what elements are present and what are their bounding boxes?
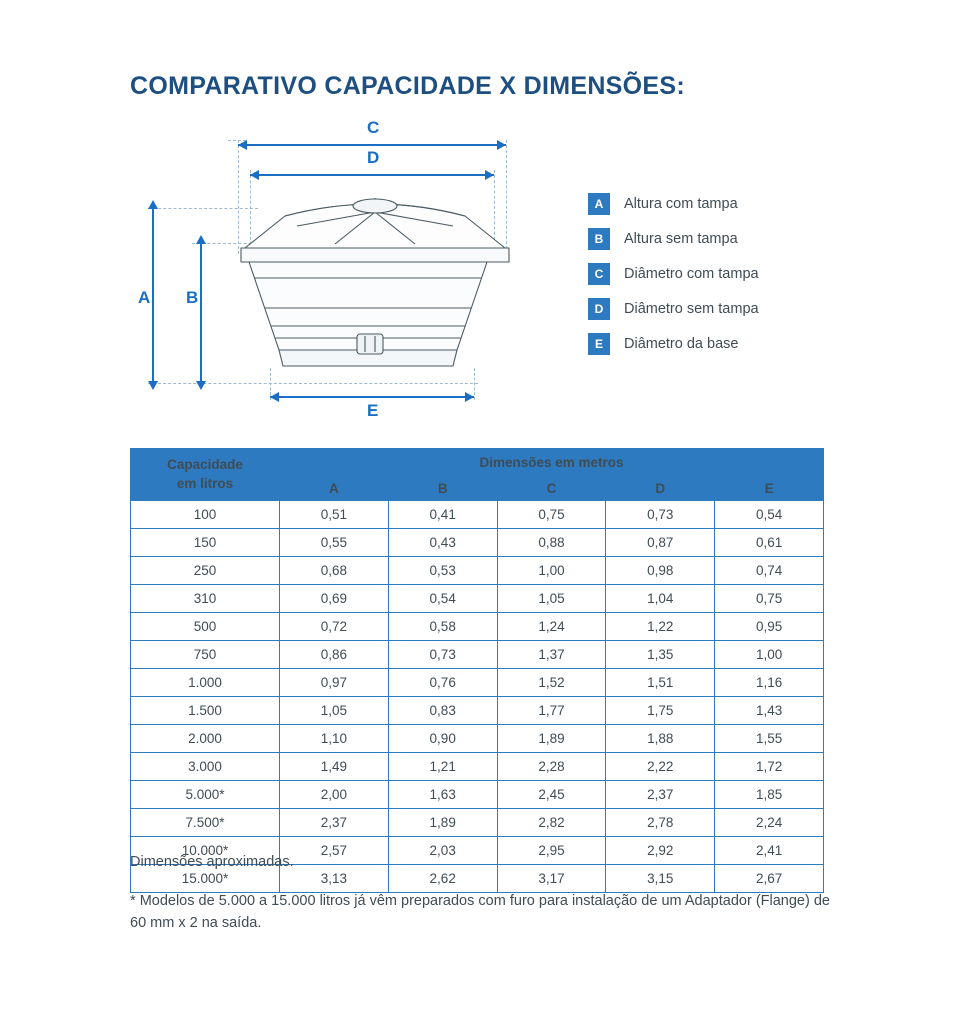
cell-a: 1,10 xyxy=(280,725,389,753)
dimension-line-d xyxy=(250,174,494,176)
cell-b: 0,58 xyxy=(388,613,497,641)
cell-capacity: 1.000 xyxy=(131,669,280,697)
cell-e: 0,95 xyxy=(715,613,824,641)
dimension-line-b xyxy=(200,243,202,384)
cell-c: 2,95 xyxy=(497,837,606,865)
cell-d: 1,04 xyxy=(606,585,715,613)
cell-a: 0,68 xyxy=(280,557,389,585)
cell-a: 3,13 xyxy=(280,865,389,893)
dimension-arrow-a-top xyxy=(148,200,158,209)
dimension-arrow-b-bottom xyxy=(196,381,206,390)
dimensions-table-wrapper xyxy=(130,448,824,893)
dimension-label-a: A xyxy=(138,288,151,307)
cell-a: 1,05 xyxy=(280,697,389,725)
page-title: COMPARATIVO CAPACIDADE X DIMENSÕES: xyxy=(130,72,685,100)
header-col-c: C xyxy=(497,477,606,501)
dimension-label-c: C xyxy=(367,118,380,137)
table-row xyxy=(131,781,824,809)
header-dimensions: Dimensões em metros xyxy=(280,449,824,477)
cell-e: 1,55 xyxy=(715,725,824,753)
cell-d: 2,92 xyxy=(606,837,715,865)
cell-d: 1,75 xyxy=(606,697,715,725)
dimension-arrow-d-right xyxy=(485,170,494,180)
cell-a: 0,51 xyxy=(280,501,389,529)
dimension-arrow-d-left xyxy=(250,170,259,180)
cell-a: 0,72 xyxy=(280,613,389,641)
table-row xyxy=(131,697,824,725)
legend-item xyxy=(588,221,888,256)
cell-e: 0,74 xyxy=(715,557,824,585)
dimension-arrow-c-left xyxy=(238,140,247,150)
cell-c: 2,45 xyxy=(497,781,606,809)
cell-capacity: 750 xyxy=(131,641,280,669)
cell-d: 2,22 xyxy=(606,753,715,781)
cell-a: 2,37 xyxy=(280,809,389,837)
dimension-label-d: D xyxy=(367,148,380,167)
cell-a: 0,86 xyxy=(280,641,389,669)
cell-e: 0,75 xyxy=(715,585,824,613)
cell-c: 1,37 xyxy=(497,641,606,669)
cell-capacity: 250 xyxy=(131,557,280,585)
cell-a: 2,00 xyxy=(280,781,389,809)
cell-b: 0,90 xyxy=(388,725,497,753)
cell-e: 1,00 xyxy=(715,641,824,669)
cell-capacity: 5.000* xyxy=(131,781,280,809)
cell-b: 1,89 xyxy=(388,809,497,837)
table-row xyxy=(131,501,824,529)
table-row xyxy=(131,641,824,669)
dimensions-table xyxy=(130,448,824,893)
cell-d: 1,88 xyxy=(606,725,715,753)
cell-c: 2,82 xyxy=(497,809,606,837)
legend-label-e: Diâmetro da base xyxy=(624,335,739,352)
cell-d: 1,51 xyxy=(606,669,715,697)
legend-badge-a: A xyxy=(588,193,610,215)
cell-e: 2,41 xyxy=(715,837,824,865)
legend xyxy=(588,186,888,361)
dimension-arrow-c-right xyxy=(497,140,506,150)
table-row xyxy=(131,613,824,641)
table-row xyxy=(131,725,824,753)
table-row xyxy=(131,669,824,697)
table-row xyxy=(131,585,824,613)
dimension-label-b: B xyxy=(186,288,199,307)
cell-b: 0,53 xyxy=(388,557,497,585)
legend-label-a: Altura com tampa xyxy=(624,195,738,212)
cell-c: 1,77 xyxy=(497,697,606,725)
cell-e: 1,16 xyxy=(715,669,824,697)
cell-e: 1,43 xyxy=(715,697,824,725)
cell-capacity: 3.000 xyxy=(131,753,280,781)
table-row xyxy=(131,529,824,557)
cell-d: 2,78 xyxy=(606,809,715,837)
cell-b: 1,63 xyxy=(388,781,497,809)
cell-b: 0,83 xyxy=(388,697,497,725)
legend-item xyxy=(588,186,888,221)
cell-e: 2,67 xyxy=(715,865,824,893)
cell-e: 0,54 xyxy=(715,501,824,529)
legend-label-d: Diâmetro sem tampa xyxy=(624,300,759,317)
legend-item xyxy=(588,291,888,326)
cell-capacity: 310 xyxy=(131,585,280,613)
cell-capacity: 10.000* xyxy=(131,837,280,865)
legend-label-b: Altura sem tampa xyxy=(624,230,738,247)
cell-a: 0,97 xyxy=(280,669,389,697)
legend-item xyxy=(588,326,888,361)
table-row xyxy=(131,753,824,781)
legend-badge-b: B xyxy=(588,228,610,250)
cell-capacity: 7.500* xyxy=(131,809,280,837)
water-tank-illustration xyxy=(225,186,525,386)
cell-a: 0,55 xyxy=(280,529,389,557)
cell-d: 1,35 xyxy=(606,641,715,669)
table-header-row-1 xyxy=(131,449,824,477)
legend-badge-d: D xyxy=(588,298,610,320)
cell-c: 0,88 xyxy=(497,529,606,557)
legend-label-c: Diâmetro com tampa xyxy=(624,265,759,282)
header-capacity-line2: em litros xyxy=(176,475,234,491)
table-row xyxy=(131,557,824,585)
table-body xyxy=(131,501,824,893)
cell-b: 2,62 xyxy=(388,865,497,893)
cell-c: 1,89 xyxy=(497,725,606,753)
note-approximate-dimensions: Dimensões aproximadas. xyxy=(130,854,294,870)
legend-badge-e: E xyxy=(588,333,610,355)
cell-capacity: 100 xyxy=(131,501,280,529)
cell-c: 2,28 xyxy=(497,753,606,781)
cell-a: 2,57 xyxy=(280,837,389,865)
cell-b: 1,21 xyxy=(388,753,497,781)
cell-c: 1,52 xyxy=(497,669,606,697)
cell-b: 0,43 xyxy=(388,529,497,557)
cell-b: 0,73 xyxy=(388,641,497,669)
cell-e: 1,85 xyxy=(715,781,824,809)
header-col-b: B xyxy=(388,477,497,501)
cell-e: 0,61 xyxy=(715,529,824,557)
cell-capacity: 500 xyxy=(131,613,280,641)
cell-e: 1,72 xyxy=(715,753,824,781)
dimension-line-c xyxy=(238,144,506,146)
cell-a: 0,69 xyxy=(280,585,389,613)
cell-b: 0,41 xyxy=(388,501,497,529)
notes-section xyxy=(130,854,830,935)
dimension-arrow-a-bottom xyxy=(148,381,158,390)
note-flange-models: * Modelos de 5.000 a 15.000 litros já vêm preparados com furo para instalação de um Adaptador (Flange) de 60 mm x 2 na saída. xyxy=(130,893,830,932)
cell-b: 2,03 xyxy=(388,837,497,865)
legend-badge-c: C xyxy=(588,263,610,285)
cell-capacity: 15.000* xyxy=(131,865,280,893)
cell-d: 3,15 xyxy=(606,865,715,893)
cell-c: 1,24 xyxy=(497,613,606,641)
header-col-a: A xyxy=(280,477,389,501)
cell-d: 0,98 xyxy=(606,557,715,585)
dimension-arrow-b-top xyxy=(196,235,206,244)
cell-c: 0,75 xyxy=(497,501,606,529)
dimension-label-e: E xyxy=(367,401,379,420)
legend-item xyxy=(588,256,888,291)
dimension-arrow-e-left xyxy=(270,392,279,402)
cell-b: 0,76 xyxy=(388,669,497,697)
cell-d: 0,87 xyxy=(606,529,715,557)
header-capacity xyxy=(131,449,280,501)
cell-d: 1,22 xyxy=(606,613,715,641)
cell-e: 2,24 xyxy=(715,809,824,837)
header-col-e: E xyxy=(715,477,824,501)
dimension-arrow-e-right xyxy=(465,392,474,402)
cell-b: 0,54 xyxy=(388,585,497,613)
cell-c: 1,05 xyxy=(497,585,606,613)
dimension-line-a xyxy=(152,208,154,384)
table-header xyxy=(131,449,824,501)
cell-capacity: 1.500 xyxy=(131,697,280,725)
cell-d: 0,73 xyxy=(606,501,715,529)
header-capacity-line1: Capacidade xyxy=(167,457,243,473)
cell-capacity: 150 xyxy=(131,529,280,557)
cell-c: 3,17 xyxy=(497,865,606,893)
cell-a: 1,49 xyxy=(280,753,389,781)
cell-d: 2,37 xyxy=(606,781,715,809)
cell-c: 1,00 xyxy=(497,557,606,585)
dimension-line-e xyxy=(270,396,474,398)
header-col-d: D xyxy=(606,477,715,501)
table-row xyxy=(131,809,824,837)
cell-capacity: 2.000 xyxy=(131,725,280,753)
